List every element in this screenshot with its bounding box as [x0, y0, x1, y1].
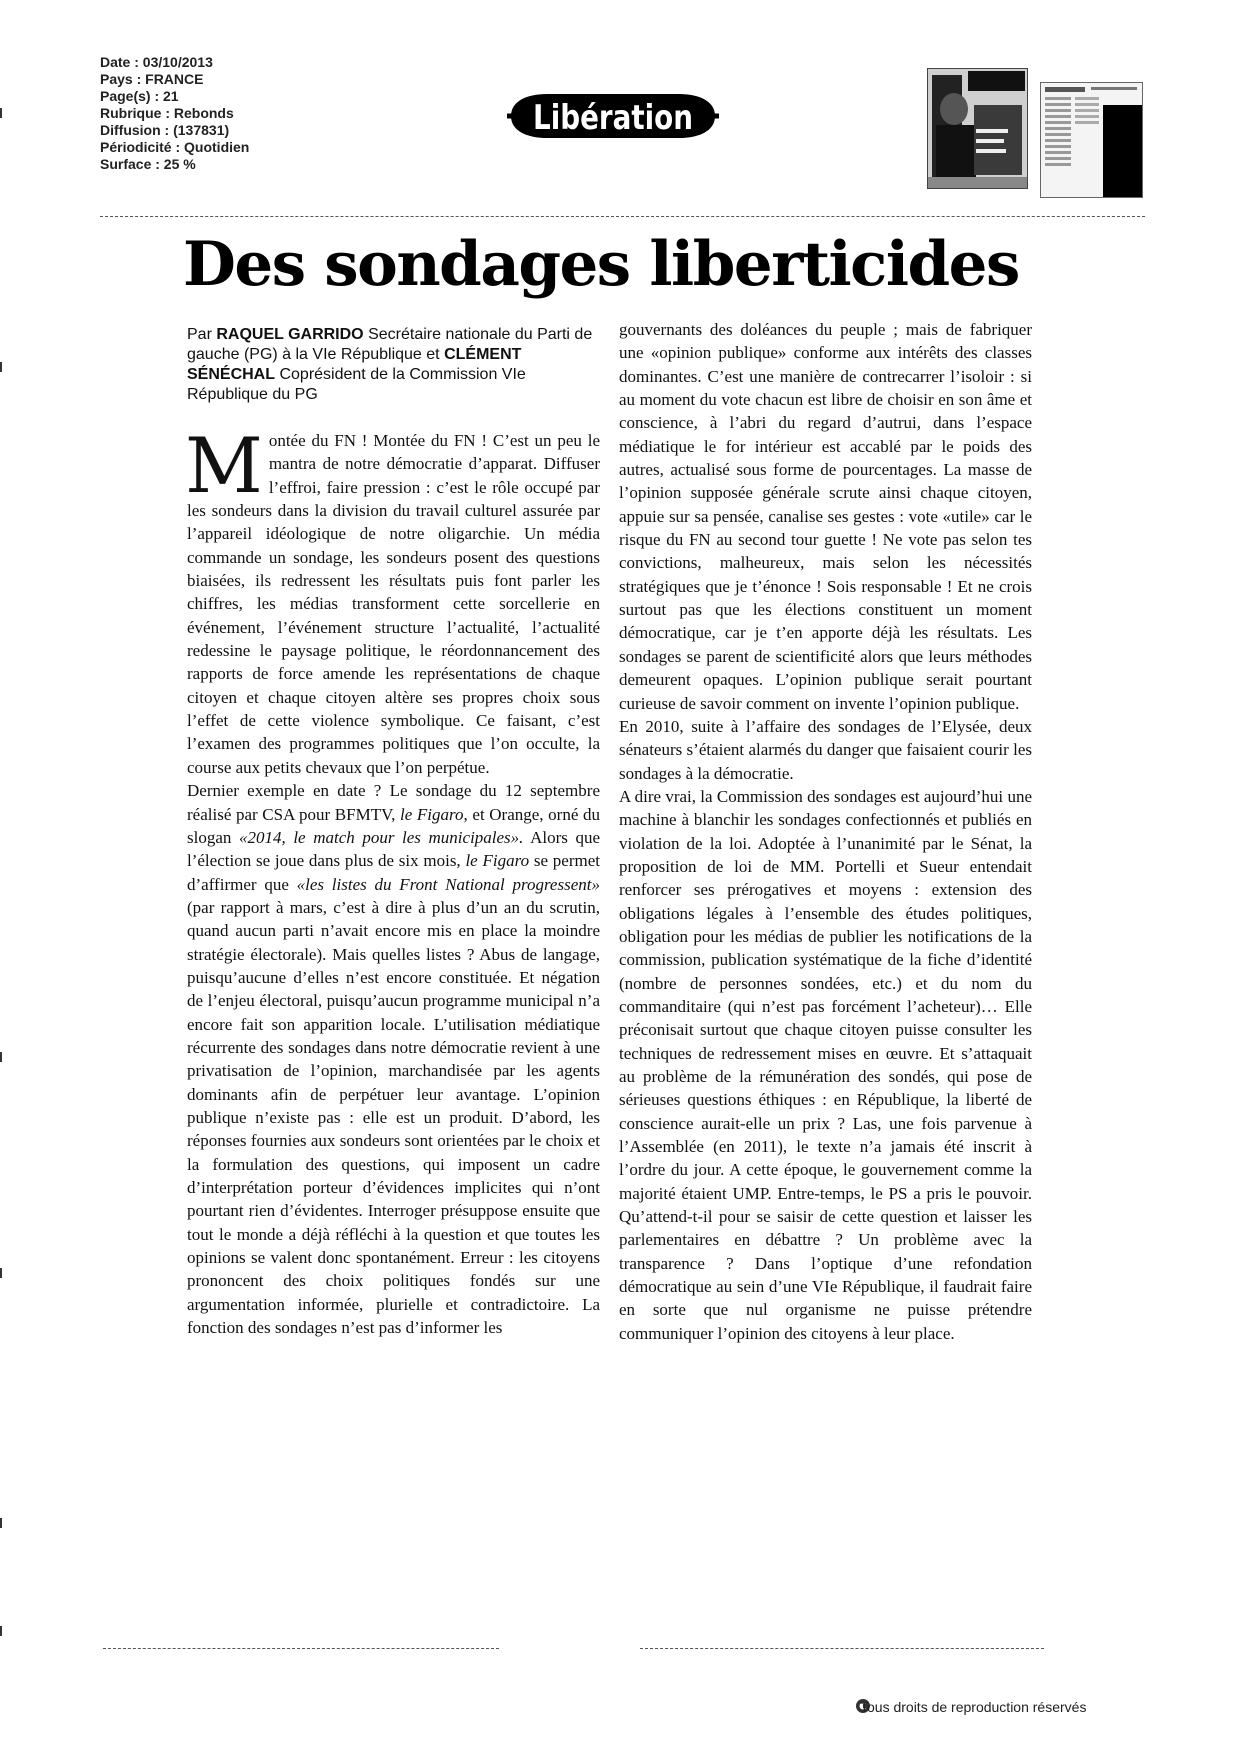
scan-margin-mark — [0, 1518, 2, 1528]
meta-circulation: Diffusion : (137831) — [100, 122, 230, 138]
article-paragraph — [187, 779, 600, 1339]
liberation-logo — [507, 85, 719, 147]
paragraph-text: Dernier exemple en date ? Le sondage du 12 septembre réalisé par CSA pour BFMTV, — [187, 781, 600, 824]
byline-role-2: Coprésident de la Commission VIe République du PG — [187, 366, 526, 403]
bottom-separator — [103, 1648, 499, 1649]
paragraph-text: , et Orange, orné du slogan — [187, 804, 600, 847]
top-separator — [100, 216, 1145, 217]
byline-author-1: RAQUEL GARRIDO — [216, 326, 364, 343]
paragraph-text: ontée du FN ! Montée du FN ! C’est un peu le mantra de notre démocratie d’apparat. Diffuser l’effroi, faire pression : c’est le rôle occupé par les sondeurs dans la division du travail culturel assurée par l’appareil idéologique de notre oligarchie. Un média commande un sondage, les sondeurs posent des questions biaisées, ils redressent les résultats puis font parler les chiffres, les médias transforment cette sorcellerie en événement, l’événement structure l’actualité, l’actualité redessine le paysage politique, le réordonnancement des rapports de force amende les représentations de chaque citoyen et chaque citoyen altère ses propres choix sous l’effet de cette violence symbolique. Ce faisant, c’est l’examen des programmes politiques que l’on occulte, la course aux petits chevaux que l’on perpétue. — [187, 431, 600, 777]
byline-conjunction: et — [426, 346, 440, 363]
logo-wordmark: Libération — [533, 98, 693, 138]
article-paragraph — [185, 421, 600, 779]
scan-margin-mark — [0, 1626, 2, 1636]
drop-cap: M — [185, 421, 263, 510]
article-paragraph: En 2010, suite à l’affaire des sondages de l’Elysée, deux sénateurs s’étaient alarmés du danger que faisaient courir les sondages à la démocratie. — [619, 716, 1032, 783]
article-column-1 — [185, 421, 600, 1339]
article-column-2 — [619, 318, 1032, 1345]
scan-margin-mark — [0, 1268, 2, 1278]
article-paragraph: gouvernants des doléances du peuple ; mais de fabriquer une «opinion publique» conforme aux intérêts des classes dominantes. C’est une manière de contrecarrer l’isoloir : si au moment du vote chacun est libre de choisir en son âme et conscience, à l’abri du regard d’autrui, dans l’espace médiatique le for intérieur est accablé par le poids des autres, actualisé sous forme de pourcentages. La masse de l’opinion supposée générale scrute ainsi chaque citoyen, appuie sur sa pensée, canalise ses gestes : vote «utile» car le risque du FN au second tour guette ! Ne vote pas selon tes convictions, malheureux, mais selon les nécessités stratégiques que je t’énonce ! Sois responsable ! Et ne crois surtout pas que les élections constituent un moment démocratique, car je t’en apporte déjà les résultats. Les sondages se parent de scientificité alors que leurs méthodes demeurent opaques. L’opinion publique serait pourtant curieuse de savoir comment on invente l’opinion publique. — [619, 320, 1032, 713]
meta-surface: Surface : 25 % — [100, 156, 196, 172]
front-page-thumbnail — [927, 68, 1028, 189]
copyright-notice: Tous droits de reproduction réservés — [860, 1699, 1087, 1715]
scan-margin-mark — [0, 362, 2, 372]
meta-country: Pays : FRANCE — [100, 71, 204, 87]
scan-margin-mark — [0, 108, 2, 118]
bottom-separator — [640, 1648, 1044, 1649]
meta-periodicity: Périodicité : Quotidien — [100, 139, 250, 155]
byline-prefix: Par — [187, 326, 212, 343]
article-byline — [187, 325, 607, 405]
article-paragraph: A dire vrai, la Commission des sondages est aujourd’hui une machine à blanchir les sondages confectionnés et publiés en violation de la loi. Adoptée à l’unanimité par le Sénat, la proposition de loi de MM. Portelli et Sueur entendait renforcer ses prérogatives et moyens : extension des obligations légales à l’ensemble des études politiques, obligation pour les médias de publier les notifications de la commission, publication systématique de la fiche d’identité (nombre de personnes sondées, etc.) et du nom du commanditaire (qui n’est pas forcément l’acheteur)… Elle préconisait surtout que chaque citoyen puisse consulter les techniques de redressement mises en œuvre. Et s’attaquait au problème de la rémunération des sondés, qui pose de sérieuses questions éthiques : en République, la liberté de conscience aurait-elle un prix ? Las, une fois parvenue à l’Assemblée (en 2011), le texte n’a jamais été inscrit à l’ordre du jour. A cette époque, le gouvernement comme la majorité étaient UMP. Entre-temps, le PS a pris le pouvoir. Qu’attend-t-il pour se saisir de cette question et laisser les parlementaires en débattre ? Un problème avec la transparence ? Dans l’optique d’une refondation démocratique au sein d’une VIe République, il faudrait faire en sorte que nul organisme ne puisse prétendre communiquer l’opinion des citoyens à leur place. — [619, 786, 1032, 1343]
press-metadata — [100, 54, 249, 173]
article-headline: Des sondages liberticides — [183, 229, 1019, 300]
byline-role-1: Secrétaire nationale du Parti de gauche (PG) à la VIe République — [187, 326, 593, 363]
newspaper-name: le Figaro — [400, 804, 464, 824]
meta-date: Date : 03/10/2013 — [100, 54, 213, 70]
scan-margin-mark — [0, 1052, 2, 1062]
article-page-thumbnail — [1040, 82, 1143, 198]
paragraph-text: Alors que l’élection se joue dans plus de six mois, — [187, 827, 600, 871]
newspaper-name: le Figaro — [465, 851, 530, 871]
byline-author-2: CLÉMENT SÉNÉCHAL — [187, 346, 522, 383]
quoted-statement: «les listes du Front National progressent» — [296, 874, 600, 894]
quoted-slogan: «2014, le match pour les municipales». — [238, 827, 524, 847]
meta-section: Rubrique : Rebonds — [100, 105, 234, 121]
meta-pages: Page(s) : 21 — [100, 88, 179, 104]
paragraph-text: (par rapport à mars, c’est à dire à plus d’un an du scrutin, quand aucun parti n’avait encore mis en place la moindre stratégie électorale). Mais quelles listes ? Abus de langage, puisqu’aucune d’elles n’est encore constituée. Et négation de l’enjeu électoral, puisqu’aucun programme municipal n’a encore fait son apparition locale. L’utilisation médiatique récurrente des sondages dans notre démocratie revient à une privatisation de l’opinion, marchandisée par les agents dominants afin de perpétuer leur avantage. L’opinion publique n’existe pas : elle est un produit. D’abord, les réponses fournies aux sondeurs sont orientées par le choix et la formulation des questions, qui imposent un cadre d’interprétation porteur d’évidences implicites qui n’ont pourtant rien d’évidentes. Interroger présuppose ensuite que tout le monde a déjà réfléchi à la question et que toutes les opinions se valent donc spontanément. Erreur : les citoyens prononcent des choix politiques fondés sur une argumentation informée, plurielle et contradictoire. La fonction des sondages n’est pas d’informer les — [187, 897, 600, 1338]
paragraph-text: se permet d’affirmer que — [187, 851, 600, 894]
